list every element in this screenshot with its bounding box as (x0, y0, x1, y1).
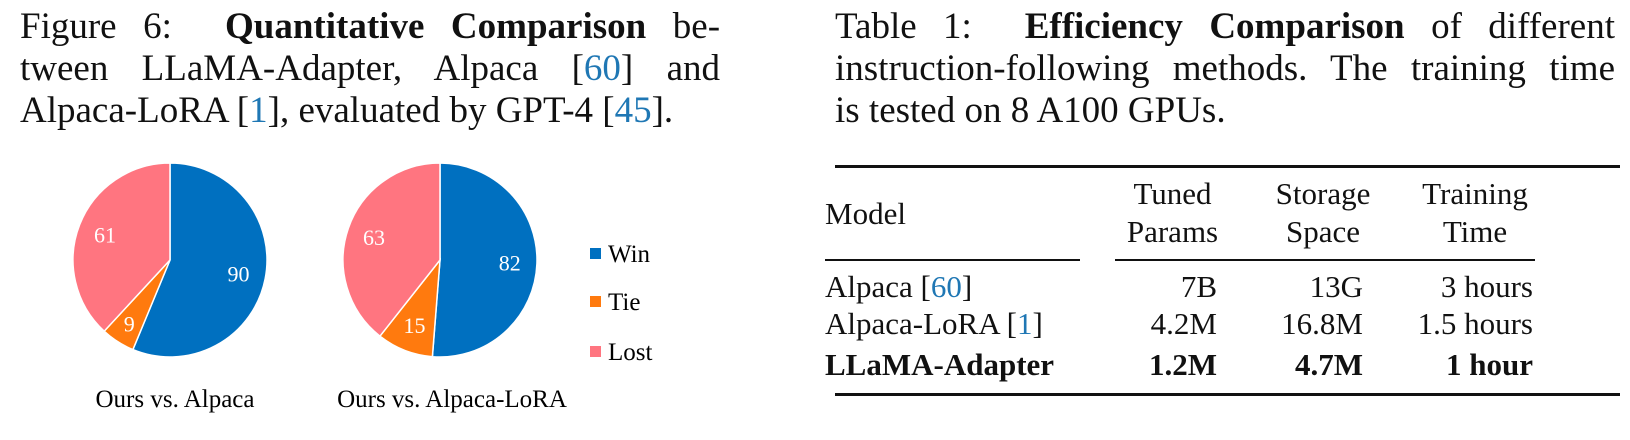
model-name-bracket: ] (961, 269, 973, 304)
pie-value-label-lost: 63 (363, 225, 386, 251)
header-storage-line2: Space (1285, 214, 1361, 249)
header-time-line2: Time (1442, 214, 1508, 249)
figure-caption-line-2 (20, 48, 720, 90)
figure-caption-line-3 (20, 90, 720, 132)
figure-caption-text: ]. (651, 90, 674, 131)
header-params-line2: Params (1126, 214, 1219, 249)
cell-params: 7B (1180, 269, 1217, 304)
pie-title-alpaca: Ours vs. Alpaca (95, 386, 255, 413)
table-bold-title: Efficiency Comparison (1024, 6, 1405, 47)
model-name: Alpaca [ (825, 269, 931, 304)
legend-lost-label: Lost (608, 339, 653, 366)
pie-title-alpaca-lora: Ours vs. Alpaca-LoRA (337, 386, 567, 413)
cell-storage: 4.7M (1294, 347, 1363, 382)
pie-value-label-lost: 61 (93, 222, 116, 248)
model-name: LLaMA-Adapter (825, 347, 1055, 382)
table-caption (835, 6, 1615, 132)
citation-link[interactable]: 60 (583, 48, 621, 89)
figure-bold-title: Quantitative Comparison (225, 6, 647, 47)
figure-caption-line-1 (20, 6, 720, 48)
header-rule-model (825, 259, 1080, 261)
cell-time: 3 hours (1440, 269, 1533, 304)
pie-chart-alpaca (73, 163, 267, 357)
header-storage-line1: Storage (1275, 176, 1371, 211)
table-caption-line-1 (835, 6, 1615, 48)
model-name: Alpaca-LoRA [ (825, 306, 1017, 341)
table-caption-line-3: is tested on 8 A100 GPUs. (835, 90, 1226, 131)
table-row-model (825, 269, 972, 305)
cell-params: 1.2M (1148, 347, 1217, 382)
legend-tie-label: Tie (608, 289, 641, 316)
figure-caption-text: Alpaca-LoRA [ (20, 90, 250, 131)
figure-caption-text: ], evaluated by GPT-4 [ (267, 90, 615, 131)
model-name-bracket: ] (1032, 306, 1043, 341)
pie-value-label-tie: 9 (123, 311, 135, 337)
table-bottom-rule (835, 393, 1620, 396)
citation-link[interactable]: 45 (614, 90, 652, 131)
header-rule-values (1115, 259, 1535, 261)
legend-win-label: Win (608, 241, 651, 268)
figure-caption-text: ] and (620, 48, 720, 89)
header-time-line1: Training (1422, 176, 1528, 211)
legend-lost-swatch (590, 346, 601, 357)
cell-params: 4.2M (1150, 306, 1217, 341)
figure-label: Figure 6: (20, 6, 172, 47)
table-row-model (825, 306, 1043, 342)
pie-chart-alpaca-lora (343, 163, 537, 357)
figure-caption-tail: be- (672, 6, 721, 47)
pie-value-label-tie: 15 (403, 313, 426, 339)
header-model: Model (825, 196, 906, 231)
cell-time: 1 hour (1446, 347, 1533, 382)
header-params-line1: Tuned (1133, 176, 1212, 211)
cell-storage: 13G (1309, 269, 1363, 304)
cell-storage: 16.8M (1281, 306, 1363, 341)
table-row-model (825, 347, 1054, 383)
citation-link[interactable]: 1 (249, 90, 268, 131)
citation-link[interactable]: 1 (1016, 306, 1033, 341)
legend-tie-swatch (590, 296, 601, 307)
pie-slice-win (432, 163, 537, 357)
table-label: Table 1: (835, 6, 972, 47)
citation-link[interactable]: 60 (930, 269, 962, 304)
table-caption-line-2: instruction-following methods. The training time (835, 48, 1615, 89)
table-top-rule (835, 165, 1620, 168)
figure-caption-text: tween LLaMA-Adapter, Alpaca [ (20, 48, 584, 89)
pie-value-label-win: 90 (227, 261, 250, 287)
cell-time: 1.5 hours (1417, 306, 1533, 341)
table-caption-tail: of different (1431, 6, 1616, 47)
legend-win-swatch (590, 248, 601, 259)
figure-caption (20, 6, 720, 132)
pie-charts-figure (0, 150, 700, 430)
legend (590, 241, 653, 366)
pie-value-label-win: 82 (498, 250, 521, 276)
